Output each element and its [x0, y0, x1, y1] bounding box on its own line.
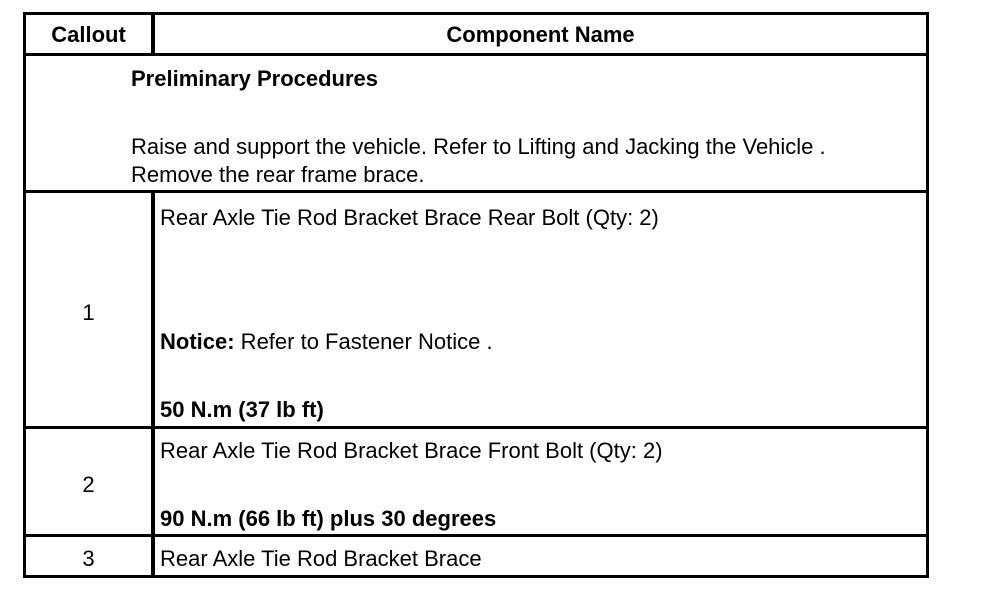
- header-callout: Callout: [51, 22, 126, 47]
- header-divider: [26, 53, 926, 56]
- component-name-1: Rear Axle Tie Rod Bracket Brace Rear Bolt (Qty: 2): [160, 205, 659, 230]
- components-table: [23, 12, 929, 578]
- callout-3: 3: [82, 546, 95, 571]
- row-divider: [26, 190, 926, 193]
- notice-label: Notice:: [160, 329, 235, 354]
- preliminary-line-2: Remove the rear frame brace.: [131, 162, 425, 187]
- preliminary-title: Preliminary Procedures: [131, 66, 379, 91]
- component-name-2: Rear Axle Tie Rod Bracket Brace Front Bolt (Qty: 2): [160, 438, 663, 463]
- notice-text: Refer to Fastener Notice .: [234, 329, 493, 354]
- column-divider: [151, 190, 155, 578]
- callout-1: 1: [82, 300, 95, 325]
- torque-1: 50 N.m (37 lb ft): [160, 397, 324, 422]
- header-component-name: Component Name: [446, 22, 635, 47]
- component-name-3: Rear Axle Tie Rod Bracket Brace: [160, 546, 482, 571]
- notice-1: [160, 330, 493, 354]
- torque-2: 90 N.m (66 lb ft) plus 30 degrees: [160, 506, 497, 531]
- row-divider: [26, 426, 926, 429]
- preliminary-line-1: Raise and support the vehicle. Refer to Lifting and Jacking the Vehicle .: [131, 134, 826, 159]
- callout-2: 2: [82, 472, 95, 497]
- row-divider: [26, 534, 926, 537]
